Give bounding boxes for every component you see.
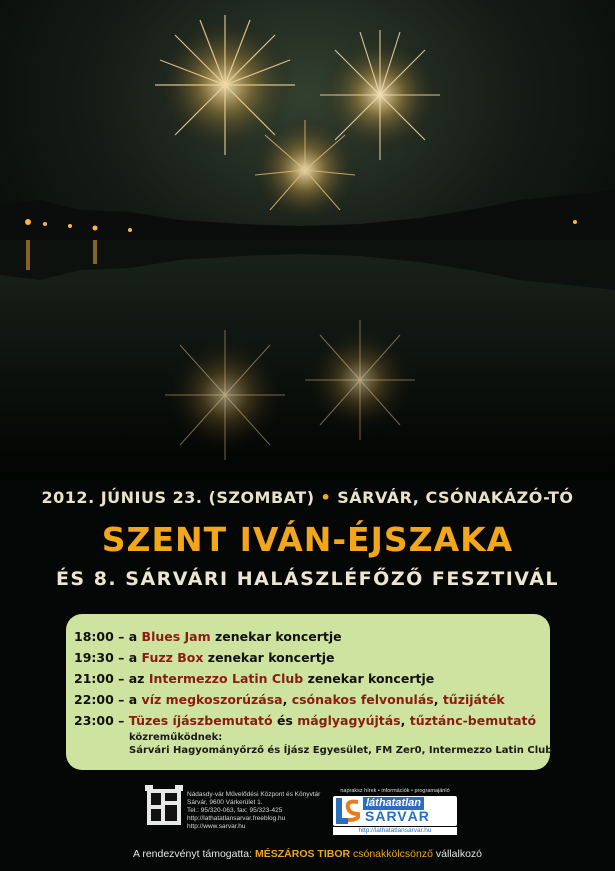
event-subtitle: ÉS 8. SÁRVÁRI HALÁSZLÉFŐZŐ FESZTIVÁL (55, 568, 560, 590)
ls-monogram-icon (336, 798, 360, 824)
programme-row: 19:30 – a Fuzz Box zenekar koncertje (74, 650, 335, 665)
separator-bullet: • (320, 488, 332, 507)
sponsor-line: A rendezvényt támogatta: MÉSZÁROS TIBOR csónakkölcsönző vállalkozó (132, 848, 482, 860)
cooperation-names: Sárvári Hagyományőrző és Íjász Egyesület, FM Zer0, Intermezzo Latin Club (129, 745, 553, 756)
event-title: SZENT IVÁN-ÉJSZAKA (101, 520, 514, 559)
partner-word2: SÁRVÁR (365, 808, 430, 824)
partner-tagline: napraksz hírek • információk • programajánló (340, 788, 450, 794)
programme-row: 23:00 – Tüzes íjászbemutató és máglyagyújtás, tűztánc-bemutató (74, 713, 537, 728)
organizer-block (145, 785, 345, 835)
sponsor-name: MÉSZÁROS TIBOR (254, 848, 351, 860)
partner-logo (333, 788, 457, 834)
event-location: SÁRVÁR, CSÓNAKÁZÓ-TÓ (337, 488, 574, 507)
cooperation-label: közreműködnek: (129, 732, 223, 743)
event-date: 2012. JÚNIUS 23. (SZOMBAT) (41, 488, 315, 507)
organizer-contact: Nádasdy-vár Művelődési Központ és Könyvtár Sárvár, 9600 Várkerület 1. Tel.: 95/320-063, fax: 95/323-425 http://lathatatlansarvar.freeblog.hu http://www.sarvar.hu (187, 791, 321, 830)
event-dateline (0, 488, 615, 507)
castle-logo-icon (145, 785, 183, 829)
partner-url: http://lathatatlansarvar.hu (333, 827, 457, 835)
programme-panel (66, 614, 553, 770)
programme-row: 21:00 – az Intermezzo Latin Club zenekar koncertje (74, 671, 435, 686)
programme-row: 22:00 – a víz megkoszorúzása, csónakos felvonulás, tűzijáték (74, 692, 505, 707)
partner-word1: láthatatlan (363, 797, 424, 810)
programme-row: 18:00 – a Blues Jam zenekar koncertje (74, 629, 342, 644)
